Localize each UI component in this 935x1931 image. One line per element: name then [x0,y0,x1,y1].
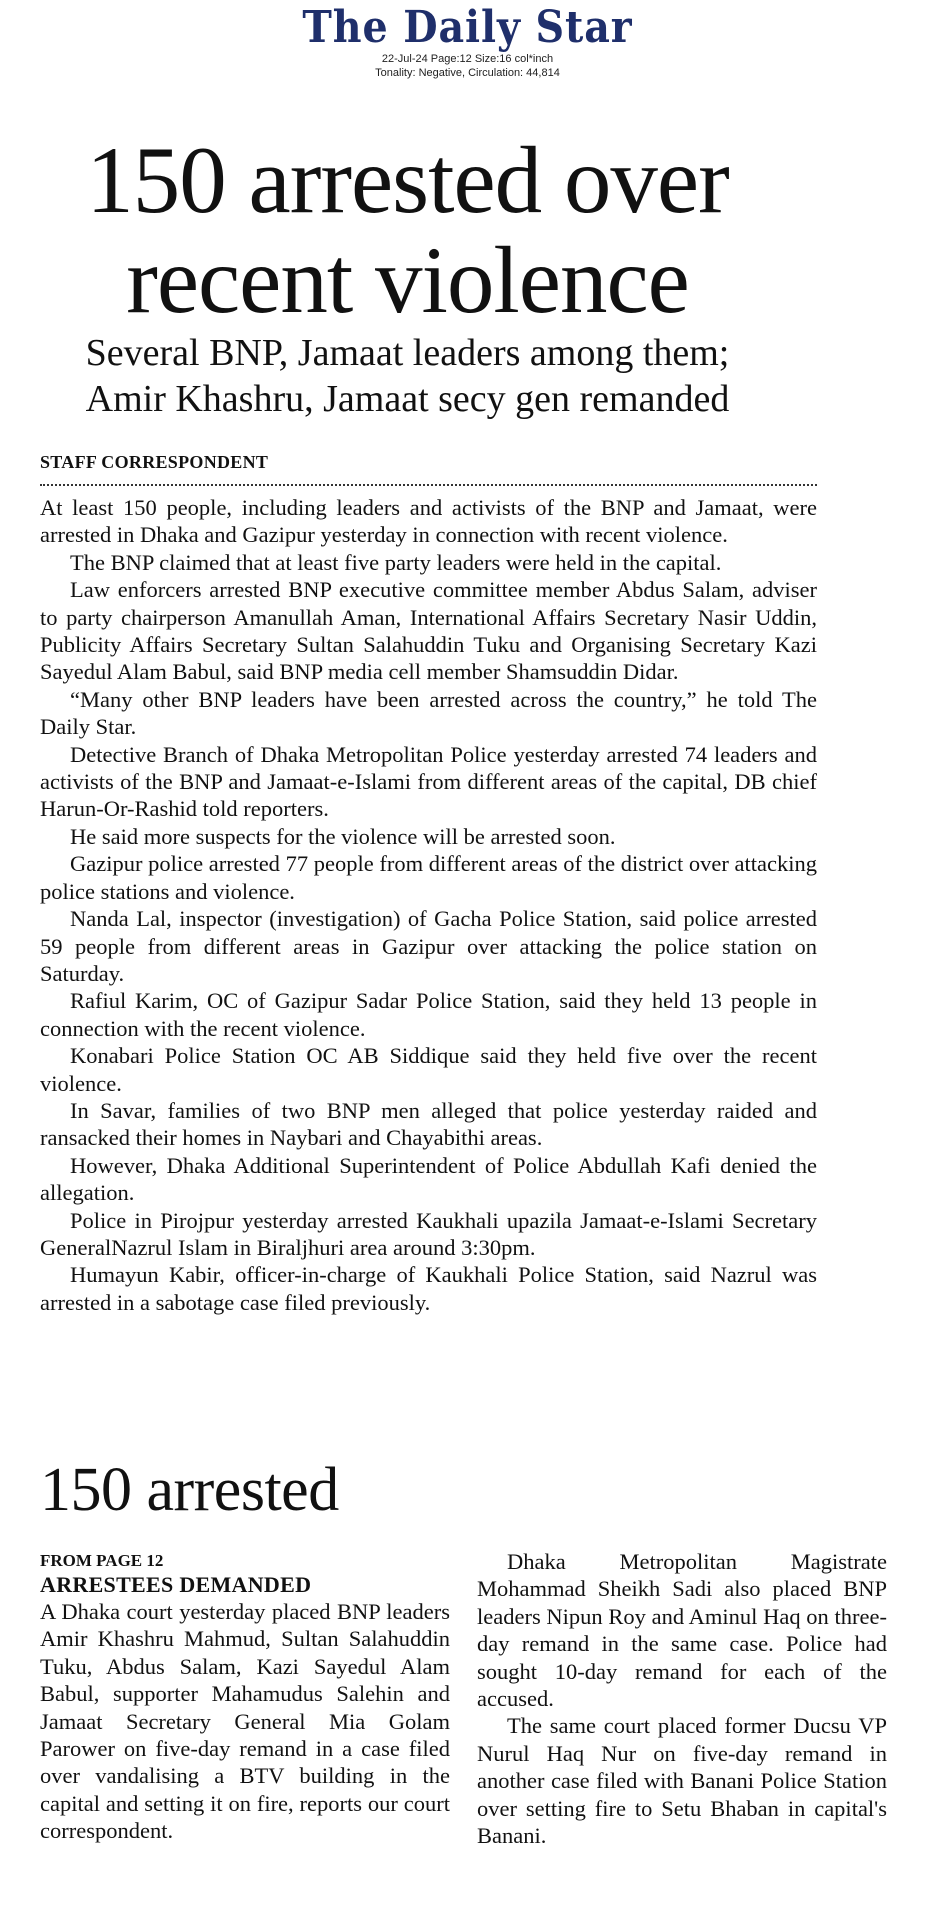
subhead-line1: Several BNP, Jamaat leaders among them; [85,332,730,374]
article-paragraph: Humayun Kabir, officer-in-charge of Kaukhali Police Station, said Nazrul was arrested in a sabotage case filed previously. [40,1262,817,1315]
masthead [0,4,935,80]
byline-divider [40,484,817,486]
continuation-right-column [477,1548,887,1849]
crosshead: ARRESTEES DEMANDED [40,1572,312,1597]
headline-line2: recent violence [126,227,689,333]
continuation-left-column [40,1598,450,1845]
article-paragraph: In Savar, families of two BNP men alleged that police yesterday raided and ransacked their homes in Naybari and Chayabithi areas. [40,1097,817,1151]
article-paragraph: The BNP claimed that at least five party leaders were held in the capital. [70,549,722,575]
article-paragraph: Nanda Lal, inspector (investigation) of Gacha Police Station, said police arrested 59 people from different areas in Gazipur over attacking the police station on Saturday. [40,906,817,986]
article-paragraph: Konabari Police Station OC AB Siddique said they held five over the recent violence. [40,1043,817,1096]
continuation-paragraph: A Dhaka court yesterday placed BNP leaders Amir Khashru Mahmud, Sultan Salahuddin Tuku, Abdus Salam, Kazi Sayedul Alam Babul, supporter Mahamudus Salehin and Jamaat Secretary General Mia Golam Parower on five-day remand in a case filed over vandalising a BTV building in the capital and setting it on fire, reports our court correspondent. [40,1599,450,1844]
article-paragraph: Detective Branch of Dhaka Metropolitan Police yesterday arrested 74 leaders and activists of the BNP and Jamaat-e-Islami from different areas of the capital, DB chief Harun-Or-Rashid told reporters. [40,741,817,822]
subheadline [0,330,875,422]
article-paragraph: At least 150 people, including leaders and activists of the BNP and Jamaat, were arrested in Dhaka and Gazipur yesterday in connection with recent violence. [40,495,817,548]
article-body [40,494,817,1316]
headline [0,127,875,333]
article-paragraph: He said more suspects for the violence will be arrested soon. [70,823,616,849]
continuation-headline: 150 arrested [40,1456,339,1524]
continuation-paragraph: The same court placed former Ducsu VP Nurul Haq Nur on five-day remand in another case filed with Banani Police Station over setting fire to Setu Bhaban in capital's Banani. [477,1713,887,1849]
from-page-label: FROM PAGE 12 [40,1551,164,1570]
article-paragraph: Police in Pirojpur yesterday arrested Kaukhali upazila Jamaat-e-Islami Secretary GeneralNazrul Islam in Biraljhuri area around 3:30pm. [40,1207,817,1260]
newspaper-logo: The Daily Star [302,2,633,53]
headline-line1: 150 arrested over [86,127,729,233]
clipping-meta-line2: Tonality: Negative, Circulation: 44,814 [375,67,560,79]
article-paragraph: Rafiul Karim, OC of Gazipur Sadar Police Station, said they held 13 people in connection with the recent violence. [40,988,817,1041]
continuation-paragraph: Dhaka Metropolitan Magistrate Mohammad Sheikh Sadi also placed BNP leaders Nipun Roy and Aminul Haq on three-day remand in the same case. Police had sought 10-day remand for each of the accused. [477,1549,887,1712]
article-paragraph: However, Dhaka Additional Superintendent of Police Abdullah Kafi denied the allegation. [40,1152,817,1206]
article-paragraph: “Many other BNP leaders have been arrested across the country,” he told The Daily Star. [40,686,817,740]
subhead-line2: Amir Khashru, Jamaat secy gen remanded [85,378,730,420]
byline: STAFF CORRESPONDENT [40,452,269,472]
clipping-meta-line1: 22-Jul-24 Page:12 Size:16 col*inch [381,53,554,65]
article-paragraph: Law enforcers arrested BNP executive committee member Abdus Salam, adviser to party chairperson Amanullah Aman, International Affairs Secretary Nasir Uddin, Publicity Affairs Secretary Sultan Salahuddin Tuku and Organising Secretary Kazi Sayedul Alam Babul, said BNP media cell member Shamsuddin Didar. [40,577,817,685]
article-paragraph: Gazipur police arrested 77 people from different areas of the district over attacking police stations and violence. [40,851,817,904]
